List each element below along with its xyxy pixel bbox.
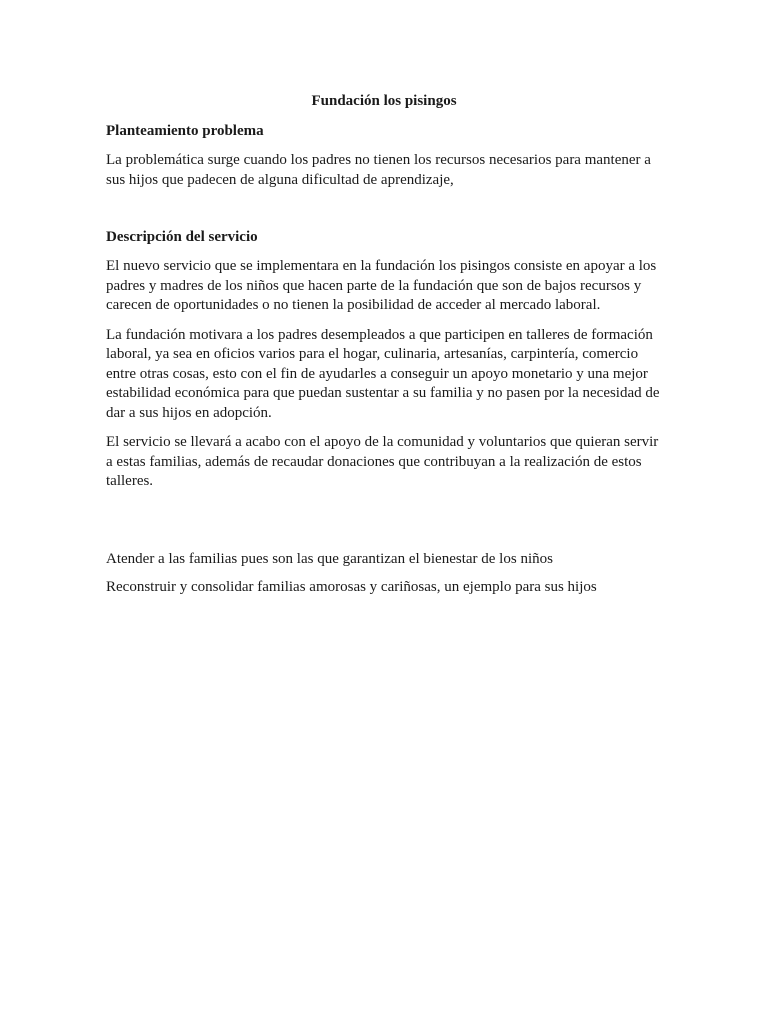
document-page bbox=[106, 92, 662, 607]
heading-planteamiento-problema: Planteamiento problema bbox=[106, 123, 264, 139]
closing-line-1: Atender a las familias pues son las que garantizan el bienestar de los niños bbox=[106, 550, 553, 567]
service-paragraph-2: La fundación motivara a los padres desempleados a que participen en talleres de formación laboral, ya sea en oficios varios para el hogar, culinaria, artesanías, carpintería, comercio entre otras cosas, esto con el fin de ayudarles a conseguir un apoyo monetario y una mejor estabilidad económica para que puedan sustentar a su familia y no pasen por la necesidad de dar a sus hijos en adopción. bbox=[106, 326, 660, 421]
problem-paragraph: La problemática surge cuando los padres no tienen los recursos necesarios para mantener a sus hijos que padecen de alguna dificultad de aprendizaje, bbox=[106, 152, 651, 188]
document-title: Fundación los pisingos bbox=[311, 93, 457, 109]
service-paragraph-1: El nuevo servicio que se implementara en la fundación los pisingos consiste en apoyar a los padres y madres de los niños que hacen parte de la fundación que son de bajos recursos y carecen de oportunidades o no tienen la posibilidad de acceder al mercado laboral. bbox=[106, 258, 657, 313]
heading-descripcion-servicio: Descripción del servicio bbox=[106, 229, 258, 245]
service-paragraph-3: El servicio se llevará a acabo con el apoyo de la comunidad y voluntarios que quieran servir a estas familias, además de recaudar donaciones que contribuyan a la realización de estos talleres. bbox=[106, 434, 659, 489]
closing-line-2: Reconstruir y consolidar familias amorosas y cariñosas, un ejemplo para sus hijos bbox=[106, 579, 597, 595]
